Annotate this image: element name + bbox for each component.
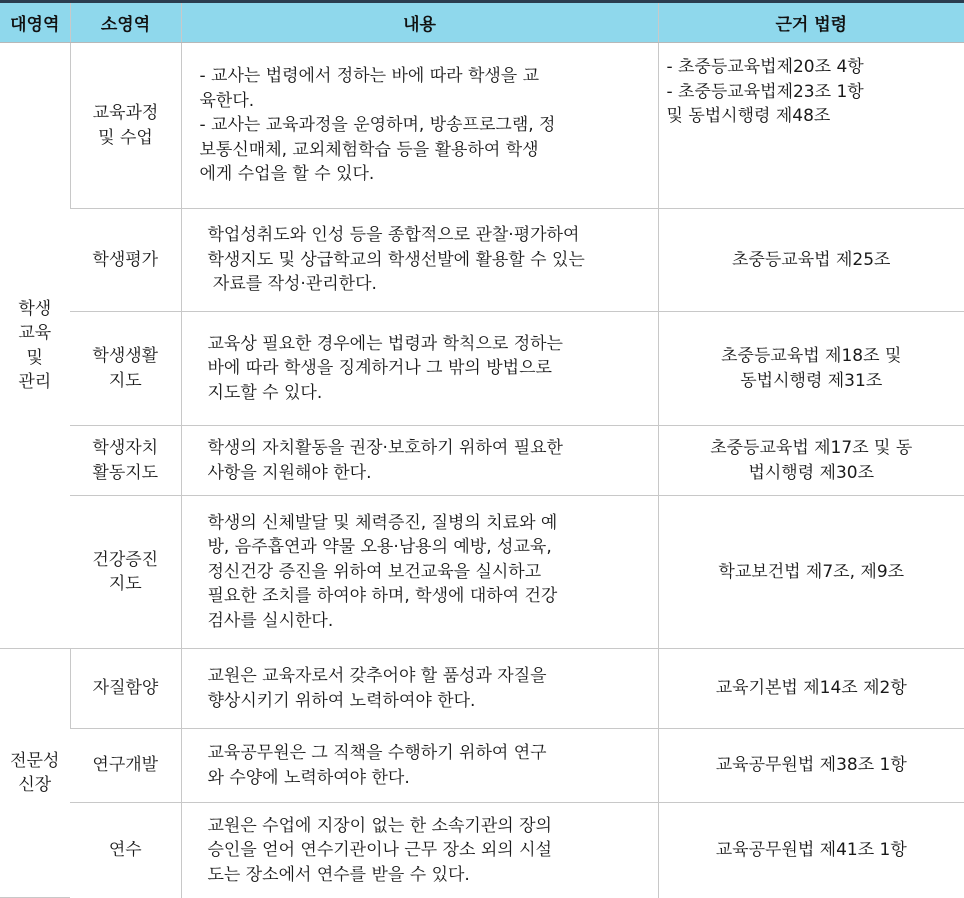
content-line: 육한다. [199,90,255,111]
minor-area-cell [70,312,181,426]
content-line: - 교사는 법령에서 정하는 바에 따라 학생을 교 [199,66,540,87]
content-line: 승인을 얻어 연수기관이나 근무 장소 외의 시설 [207,840,552,860]
minor-area-cell [70,43,181,209]
minor-area-line: 연수 [108,840,142,860]
content-line: 교육공무원은 그 직책을 수행하기 위하여 연구 [207,743,547,763]
law-bullet [667,80,964,129]
major-area-cell [0,43,70,649]
minor-area-line: 건강증진 [92,549,159,570]
content-cell [181,43,658,209]
content-line: 향상시키기 위하여 노력하여야 한다. [207,690,476,711]
legal-basis-cell [658,649,964,729]
content-line: 검사를 실시한다. [207,610,334,631]
law-line: - 초중등교육법제23조 1항 [666,81,864,102]
minor-area-line: 자질함양 [92,678,159,699]
major-area-cell [0,649,70,898]
table-row [0,209,964,312]
content-line: 교육상 필요한 경우에는 법령과 학칙으로 정하는 [207,333,563,354]
law-bullet [667,55,964,80]
minor-area-cell [70,209,181,312]
minor-area-cell [70,426,181,496]
content-cell [181,209,658,312]
content-line: 교원은 수업에 지장이 없는 한 소속기관의 장의 [207,815,552,836]
content-line: 정신건강 증진을 위하여 보건교육을 실시하고 [207,561,542,582]
law-line: 및 동법시행령 제48조 [666,106,831,126]
law-line: 교육공무원법 제38조 1항 [715,755,907,776]
content-line: 지도할 수 있다. [207,382,323,403]
minor-area-line: 지도 [108,370,142,391]
law-line: 학교보건법 제7조, 제9조 [718,561,905,582]
content-line: - 교사는 교육과정을 운영하며, 방송프로그램, 정 [199,115,556,136]
header-minor-area: 소영역 [70,2,181,43]
content-line: 학업성취도와 인성 등을 종합적으로 관찰·평가하여 [207,225,580,246]
header-legal-basis: 근거 법령 [658,2,964,43]
table-row [0,43,964,209]
content-line: 방, 음주흡연과 약물 오용·남용의 예방, 성교육, [207,537,552,558]
minor-area-cell [70,729,181,803]
content-line: 학생지도 및 상급학교의 학생선발에 활용할 수 있는 [207,249,585,270]
law-line: 법시행령 제30조 [748,462,875,483]
legal-basis-cell [658,729,964,803]
content-cell [181,312,658,426]
content-line: 에게 수업을 할 수 있다. [199,164,375,185]
legal-basis-cell [658,426,964,496]
legal-basis-cell [658,803,964,898]
content-line: 바에 따라 학생을 징계하거나 그 밖의 방법으로 [207,358,552,379]
content-bullet [200,113,652,187]
major-area-line: 신장 [18,775,52,795]
law-line: - 초중등교육법제20조 4항 [666,57,864,77]
table-header-row [0,2,964,43]
header-content: 내용 [181,2,658,43]
content-cell [181,729,658,803]
minor-area-cell [70,496,181,649]
legal-basis-cell [658,43,964,209]
law-line: 동법시행령 제31조 [740,370,883,391]
minor-area-line: 학생평가 [92,249,159,270]
minor-area-cell [70,803,181,898]
legal-basis-cell [658,312,964,426]
content-line: 자료를 작성·관리한다. [207,274,377,295]
minor-area-cell [70,649,181,729]
content-cell [181,426,658,496]
minor-area-line: 교육과정 [92,103,159,123]
table-row [0,426,964,496]
major-area-line: 전문성 [10,750,60,771]
major-area-line: 학생 [18,298,52,319]
content-cell [181,496,658,649]
minor-area-line: 지도 [108,574,142,594]
table-row [0,729,964,803]
table-row [0,496,964,649]
legal-basis-cell [658,209,964,312]
content-line: 도는 장소에서 연수를 받을 수 있다. [207,864,470,885]
major-area-line: 관리 [18,372,52,392]
content-line: 보통신매체, 교외체험학습 등을 활용하여 학생 [199,139,539,160]
minor-area-line: 활동지도 [92,462,159,483]
law-line: 초중등교육법 제18조 및 [721,346,902,366]
law-line: 초중등교육법 제17조 및 동 [710,438,913,458]
header-major-area: 대영역 [0,2,70,43]
law-line: 교육공무원법 제41조 1항 [715,840,907,860]
content-bullet [200,64,652,113]
content-line: 학생의 신체발달 및 체력증진, 질병의 치료와 예 [207,512,558,533]
content-line: 필요한 조치를 하여야 하며, 학생에 대하여 건강 [207,586,558,607]
content-cell [181,803,658,898]
table-row [0,803,964,898]
content-line: 사항을 지원해야 한다. [207,462,372,483]
legal-basis-cell [658,496,964,649]
minor-area-line: 연구개발 [92,755,159,776]
minor-area-line: 학생자치 [92,438,159,458]
law-line: 교육기본법 제14조 제2항 [715,678,907,699]
content-line: 학생의 자치활동을 권장·보호하기 위하여 필요한 [207,438,563,458]
content-cell [181,649,658,729]
table-row [0,649,964,729]
major-area-line: 교육 [18,323,52,343]
major-area-line: 및 [26,347,43,368]
minor-area-line: 학생생활 [92,346,159,366]
content-line: 와 수양에 노력하여야 한다. [207,767,410,788]
table-row [0,312,964,426]
law-line: 초중등교육법 제25조 [732,249,891,270]
content-line: 교원은 교육자로서 갖추어야 할 품성과 자질을 [207,666,547,686]
minor-area-line: 및 수업 [98,127,153,148]
